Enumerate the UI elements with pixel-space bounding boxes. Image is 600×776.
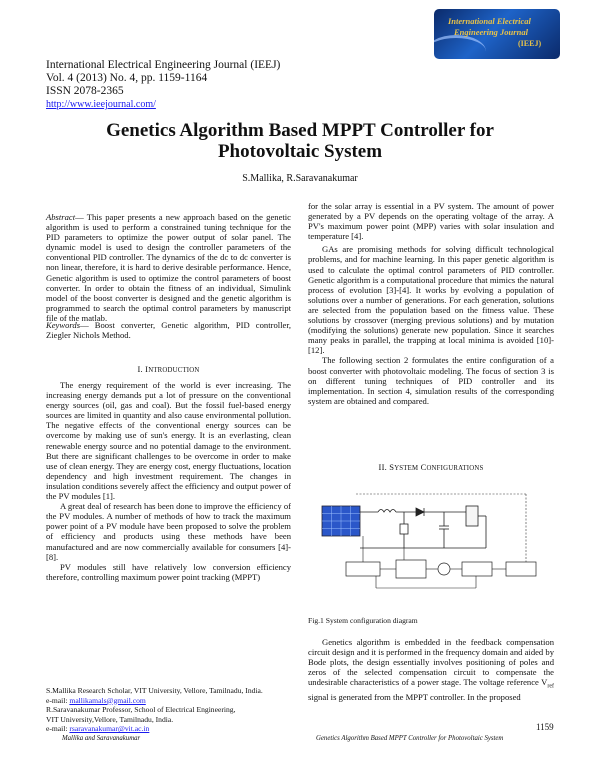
email-link-saravanakumar[interactable]: rsaravanakumar@vit.ac.in: [69, 724, 150, 734]
abstract-text: — This paper presents a new approach based on the genetic algorithm is used to perform a constrained tuning technique for the PID parameters to optimize the power output of solar panel. The dynamic model is used to design the controller parameters of the conventional PID controller. The dynamics of the dc to dc converter is non linear, therefore, it is hard to derive desirable performance. Hence, Genetic algorithm is used to optimize the control parameters of boost converter. In order to obtain the fitness of an individual, Simulink model of the boost converter is designed and the genetic algorithm is programmed to search the optimal control parameters by manuscript file of the matlab.: [46, 212, 291, 323]
figure-caption: Fig.1 System configuration diagram: [308, 616, 418, 625]
system-configuration-figure: [316, 484, 548, 600]
email-link-mallika[interactable]: mallikamals@gmail.com: [69, 695, 146, 705]
right-paragraph: for the solar array is essential in a PV system. The amount of power generated by a PV depends on the operating voltage of the array. A PV's maximum power point (MPP) varies with solar insulation and temperature [4].: [308, 201, 554, 242]
right-paragraph: The following section 2 formulates the entire configuration of a boost converter with photovoltaic modeling. The focus of section 3 is on different tuning techniques of PID controller and its implementation. In section 4, simulation results of the corresponding system are obtained and compared.: [308, 355, 554, 406]
intro-paragraph: A great deal of research has been done to improve the efficiency of the PV modules. A number of methods of how to track the maximum power point of a PV module have been proposed to solve the problem of efficiency and products using these methods have been manufactured and are now commercially available for consumers [4]-[8].: [46, 501, 291, 562]
abstract-label: Abstract: [46, 212, 76, 222]
section-heading-system-configurations: II. SYSTEM CONFIGURATIONS: [378, 462, 484, 472]
intro-paragraph: The energy requirement of the world is ever increasing. The increasing energy demands put a lot of pressure on the conventional energy sources (oil, gas and coal). But the fossil fuel-based energy sources are limited in quantity and also cause environmental pollution. The negative effects of the conventional energy sources can be overcome by making use of sun's energy. It is an everlasting, clean renewable energy source and no potential damage to the environment. But there are significant challenges to be overcome in order to make use of clean energy. They are energy cost, energy fluctuations, location dependency and high investment requirement. The changes in insulation conditions severely affect the efficiency and output power of the PV modules [1].: [46, 380, 291, 502]
section-heading-introduction: I. INTRODUCTION: [137, 364, 200, 374]
right-column-body: [308, 201, 554, 406]
right-paragraph: GAs are promising methods for solving difficult technological problems, and for machine learning. In this paper genetic algorithm is used to calculate the optimal control parameters of PID controller. Genetic algorithm is a computational procedure that mimics the natural process of evolution [3]-[4]. It works by evolving a population of solutions over a number of generations. For each generation, solutions are selected from the population based on the fitness value. These solutions by crossover (merging previous solutions) and by mutation (modifying the solutions) generate new population. Since it searches many peaks in parallel, the trapping at local minima is avoided [10]-[12].: [308, 244, 554, 356]
keywords-text: — Boost converter, Genetic algorithm, PID controller, Ziegler Nichols Method.: [46, 320, 291, 341]
journal-logo: International Electrical Engineering Journal (IEEJ): [434, 9, 560, 59]
right-column-last-paragraph: Genetics algorithm is embedded in the feedback compensation circuit design and it is performed in the frequency domain and aided by Bode plots, the design essentially involves positioning of poles and zeros of the selected compensation circuit to compensate the undesirable characteristics of a power stage. The voltage reference $V_{ref}$ signal is generated from the MPPT controller. In the proposed: [308, 637, 554, 703]
running-footer-left: Mallika and Saravanakumar: [62, 735, 141, 742]
page-number: 1159: [536, 722, 554, 732]
journal-url-link[interactable]: http://www.ieejournal.com/: [46, 99, 156, 110]
paper-title: Genetics Algorithm Based MPPT Controller for Photovoltaic System: [106, 120, 494, 162]
running-footer-right: Genetics Algorithm Based MPPT Controller for Photovoltaic System: [316, 735, 504, 742]
introduction-body: [46, 380, 291, 582]
journal-name: International Electrical Engineering Journal (IEEJ): [46, 59, 281, 71]
journal-url[interactable]: [46, 98, 156, 111]
intro-paragraph: PV modules still have relatively low conversion efficiency therefore, controlling maximum power point tracking (MPPT): [46, 561, 291, 582]
pv-panel-icon: [322, 506, 360, 536]
journal-issn: ISSN 2078-2365: [46, 85, 124, 97]
keywords-label: Keywords: [46, 320, 81, 330]
abstract: [46, 212, 291, 323]
keywords: [46, 320, 291, 340]
paper-authors: S.Mallika, R.Saravanakumar: [242, 173, 358, 184]
author-footnotes: S.Mallika Research Scholar, VIT University, Vellore, Tamilnadu, India. e-mail: mallikamals@gmail.com R.Saravanakumar Professor, School of Electrical Engineering, VIT University,Vellore, Tamilnadu, India. e-mail: rsaravanakumar@vit.ac.in: [46, 686, 263, 734]
journal-volume: Vol. 4 (2013) No. 4, pp. 1159-1164: [46, 72, 208, 84]
